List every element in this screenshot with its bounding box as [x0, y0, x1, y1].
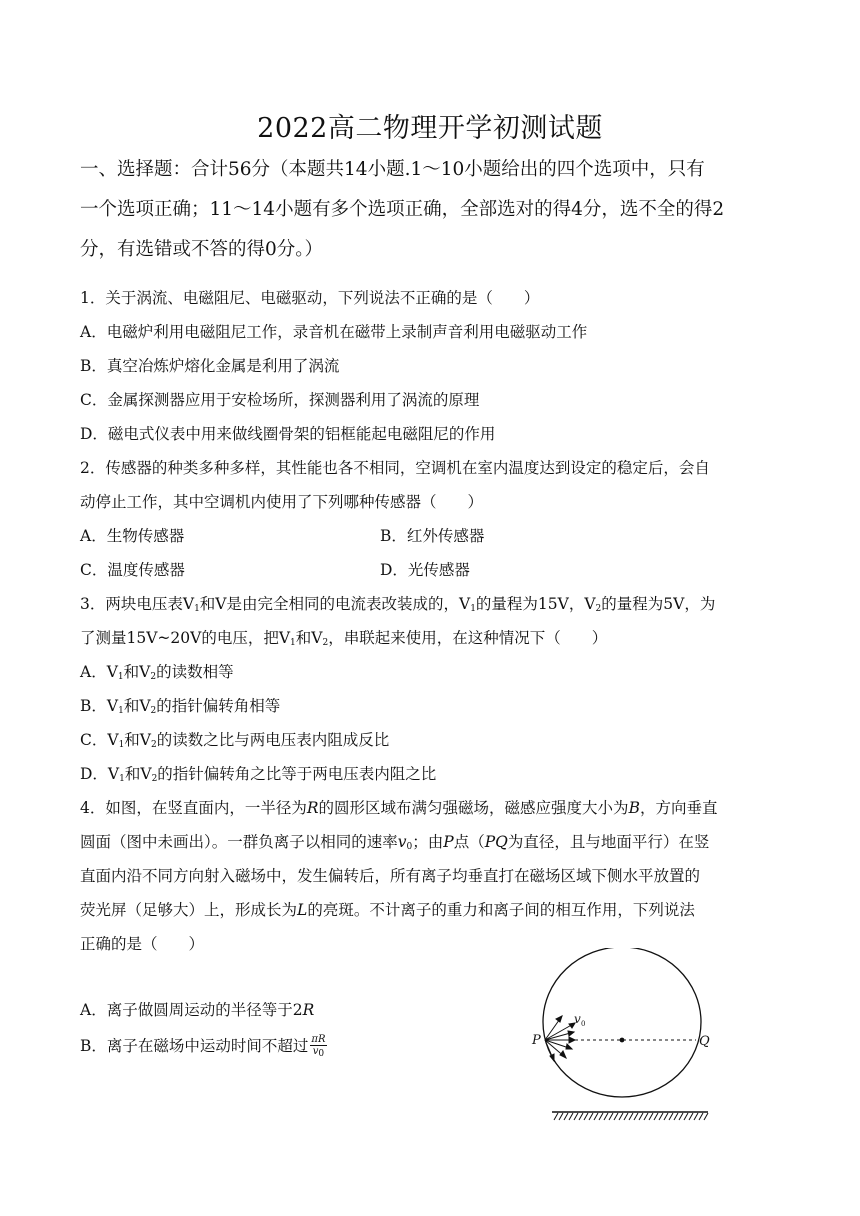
label-v0-subscript: 0 — [581, 1020, 586, 1028]
label-p: P — [532, 1033, 541, 1048]
magnetic-field-circle-figure — [528, 948, 718, 1128]
question-2-option-b: B．红外传感器 — [380, 527, 485, 545]
question-3-option-c: C．$V_1$和$V_2$的读数之比与两电压表内阻成反比 — [80, 731, 390, 750]
question-3-option-a: A．$V_1$和$V_2$的读数相等 — [80, 663, 234, 682]
ground-hatching — [554, 1113, 708, 1120]
section-heading-line-3: 分，有选错或不答的得0分。） — [80, 239, 324, 260]
question-4-stem-line-3: 直面内沿不同方向射入磁场中，发生偏转后，所有离子均垂直打在磁场区域下侧水平放置的 — [80, 867, 701, 885]
question-1-stem: 1．关于涡流、电磁阻尼、电磁驱动，下列说法不正确的是（ ） — [80, 289, 540, 307]
center-dot — [620, 1038, 625, 1043]
question-1-option-c: C．金属探测器应用于安检场所，探测器利用了涡流的原理 — [80, 391, 480, 409]
question-2-stem-line-1: 2．传感器的种类多种多样，其性能也各不相同，空调机在室内温度达到设定的稳定后，会自 — [80, 459, 710, 477]
question-4-option-a: A．离子做圆周运动的半径等于2R — [80, 1001, 315, 1019]
section-heading-line-1: 一、选择题：合计56分（本题共14小题.1～10小题给出的四个选项中，只有 — [80, 159, 705, 180]
question-4-stem-line-4: 荧光屏（足够大）上，形成长为L的亮斑。不计离子的重力和离子间的相互作用，下列说法 — [80, 901, 695, 919]
question-1-option-d: D．磁电式仪表中用来做线圈骨架的铝框能起电磁阻尼的作用 — [80, 425, 496, 443]
question-4-stem-line-5: 正确的是（ ） — [80, 935, 205, 953]
question-2-option-c: C．温度传感器 — [80, 561, 185, 579]
label-v0: v — [574, 1012, 581, 1026]
question-3-stem-line-1: 3．两块电压表$V_1$和V是由完全相同的电流表改装成的，$V_1$的量程为15V，$V_2$的量程为5V，为 — [80, 595, 716, 614]
question-4-option-b: B．离子在磁场中运动时间不超过 $\frac{\pi R}{v_0}$ — [80, 1034, 326, 1059]
fraction-pi-r-over-v0: $\frac{\pi R}{v_0}$ — [311, 1034, 326, 1059]
page-title: 2022高二物理开学初测试题 — [257, 113, 603, 144]
question-3-stem-line-2: 了测量15V~20V的电压，把$V_1$和$V_2$，串联起来使用，在这种情况下（ ） — [80, 629, 608, 648]
question-4-stem-line-1: 4．如图，在竖直面内，一半径为R的圆形区域布满匀强磁场，磁感应强度大小为B，方向垂直 — [80, 799, 718, 817]
question-2-stem-line-2: 动停止工作，其中空调机内使用了下列哪种传感器（ ） — [80, 493, 484, 511]
question-3-option-d: D．$V_1$和$V_2$的指针偏转角之比等于两电压表内阻之比 — [80, 765, 437, 784]
field-region-circle — [543, 948, 701, 1097]
question-3-option-b: B．$V_1$和$V_2$的指针偏转角相等 — [80, 697, 281, 716]
question-1-option-a: A．电磁炉利用电磁阻尼工作，录音机在磁带上录制声音利用电磁驱动工作 — [80, 323, 588, 341]
question-2-option-d: D．光传感器 — [380, 561, 470, 579]
question-2-option-a: A．生物传感器 — [80, 527, 185, 545]
section-heading-line-2: 一个选项正确；11～14小题有多个选项正确，全部选对的得4分，选不全的得2 — [80, 199, 725, 220]
question-4-stem-line-2: 圆面（图中未画出）。一群负离子以相同的速率$v_0$；由P点（PQ为直径，且与地面平行）在竖 — [80, 833, 710, 852]
label-q: Q — [699, 1034, 710, 1049]
question-1-option-b: B．真空冶炼炉熔化金属是利用了涡流 — [80, 357, 340, 375]
velocity-arrows — [545, 1016, 575, 1061]
